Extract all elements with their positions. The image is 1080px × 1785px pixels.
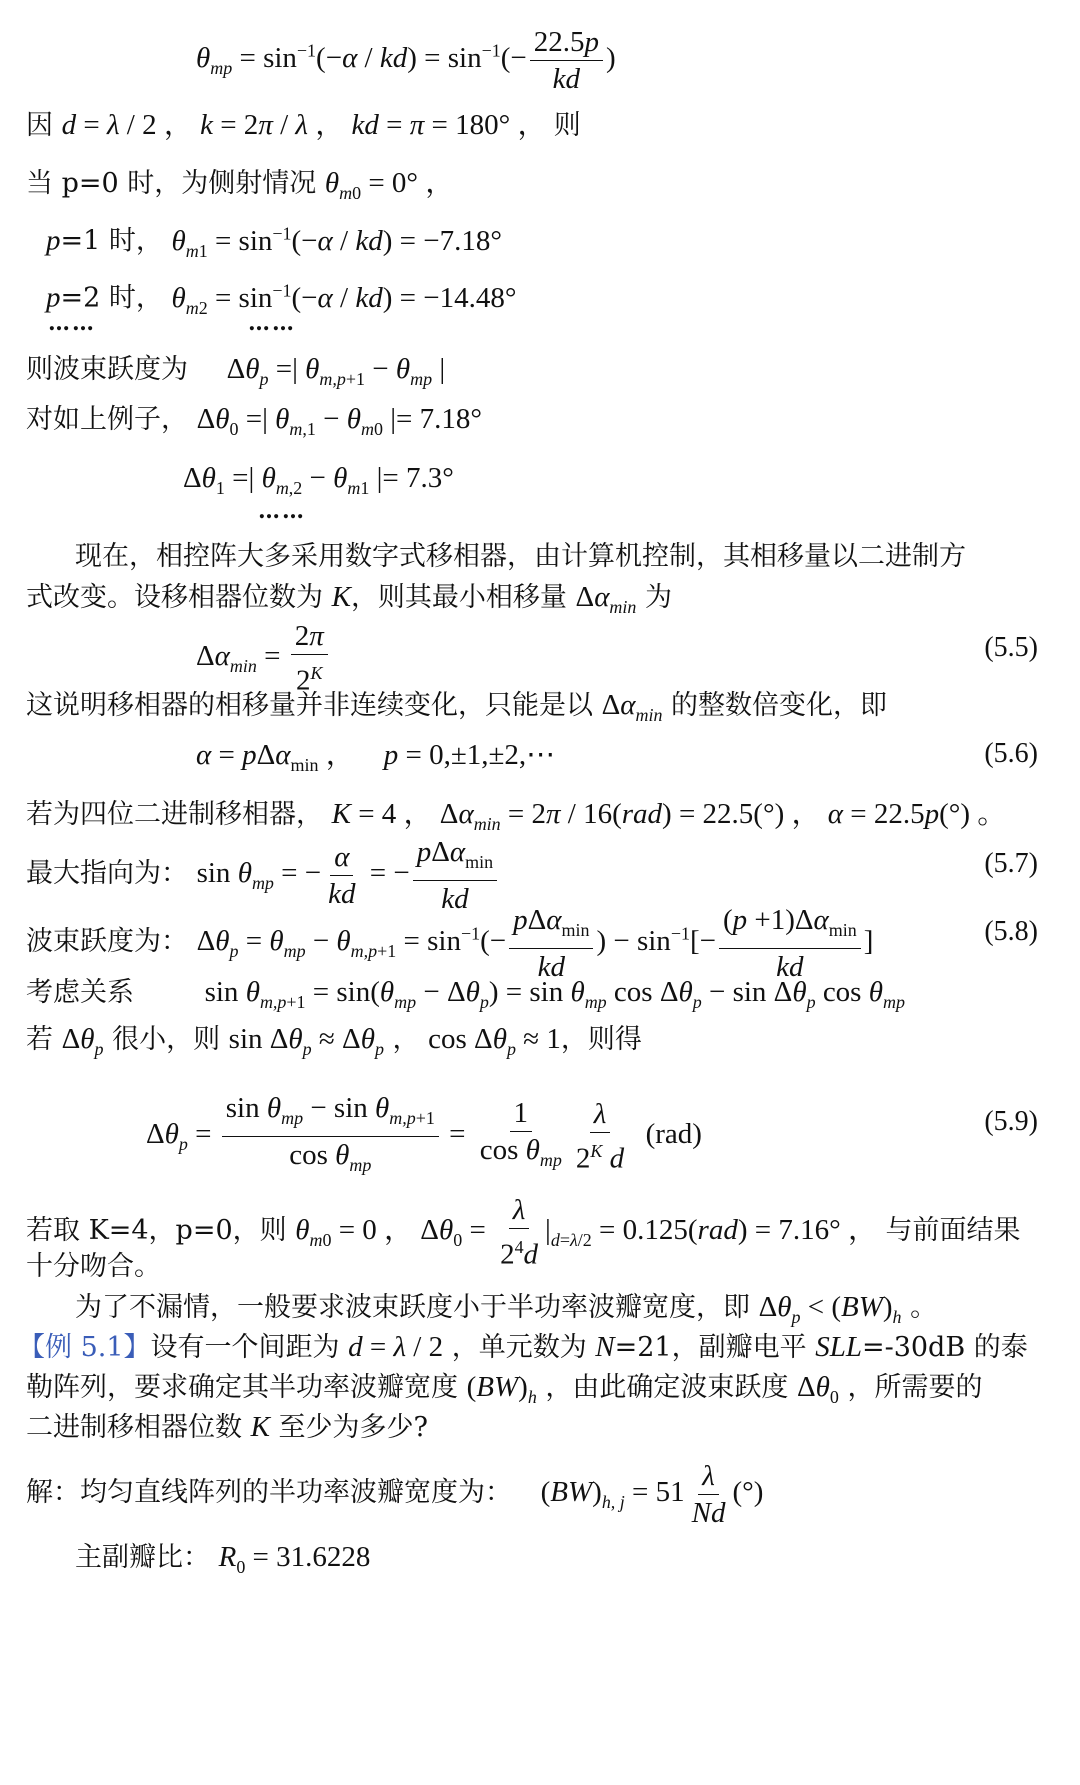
para-four-bit: 若为四位二进制移相器， K = 4 ， $\Delta\alpha_{min} = 2\pi / 16(rad) = 22.5(^\circ)$ ， α = 22.5p(°) 。 (26, 798, 1007, 834)
para-integer-multiple: 这说明移相器的相移量并非连续变化，只能是以 $\Delta\alpha_{min}$ 的整数倍变化，即 (26, 689, 888, 725)
eq-number-5-7: (5.7) (984, 848, 1038, 879)
ratio-line: 主副瓣比： $R_0 = 31.6228$ (75, 1541, 371, 1577)
example-5-1-line3: 二进制移相器位数 K 至少为多少? (26, 1411, 428, 1443)
equation-5-6: α = pΔα$_{min}$ ， p = 0,±1,±2,⋯ (196, 739, 556, 775)
line-agree: 十分吻合。 (26, 1251, 161, 1282)
line-example-1: $\Delta\theta_1$ =| $\theta_{m,2} - \theta_{m1}$ |= 7.3° (183, 462, 454, 498)
equation-5-8: 波束跃度为： $\Delta\theta_p = \theta_{mp} - \theta_{m,p+1} = \sin^{-1}(-$ $\frac{p\Delta\alpha_{min}}{kd}$ ) − $\sin^{-1}[-$ $\frac{(p +1)\Delta\alpha_{min}}{kd}$ ] (26, 904, 874, 983)
line-p1: p=1 时， $\theta_{m1} = \sin^{-1}(-\alpha / kd) = -7.18^\circ$ (46, 223, 502, 261)
line-small-angle: 若 $\Delta\theta_p$ 很小，则 $\sin \Delta\theta_p \approx \Delta\theta_p$ ， $\cos \Delta\theta_p \approx 1$，则得 (26, 1023, 642, 1059)
solution-line: 解：均匀直线阵列的半功率波瓣宽度为： $(BW)_{h, j} = 51$ $\frac{\lambda}{Nd}$ (°) (26, 1460, 764, 1529)
equation-theta-mp: $\theta_{mp} = \sin^{-1}(-\alpha / kd) = \sin^{-1}(-$ $\frac{22.5p}{kd}$ ) (196, 26, 616, 95)
eq-number-5-6: (5.6) (984, 738, 1038, 769)
example-5-1-line2: 勒阵列，要求确定其半功率波瓣宽度 $(BW)_h$ ，由此确定波束跃度 $\Delta\theta_0$ ，所需要的 (26, 1371, 983, 1407)
ellipsis-1: …… (48, 310, 96, 336)
ellipsis-2: …… (248, 310, 296, 336)
equation-5-9: $\Delta\theta_p$ = $\frac{\sin \theta_{mp} - \sin \theta_{m,p+1}}{\cos \theta_{mp}}$ = $\frac{1}{\cos \theta_{mp}}$ $\frac{\lambda}{2^K d}$ (rad) (146, 1092, 702, 1175)
eq-number-5-5: (5.5) (984, 632, 1038, 663)
line-example-0: 对如上例子， $\Delta\theta_0$ =| $\theta_{m,1} - \theta_{m0}$ |= 7.18° (26, 403, 482, 439)
line-check-k4: 若取 K=4，p=0，则 $\theta_{m0} = 0$ ， $\Delta\theta_0$ = $\frac{\lambda}{2^4d}$ $|_{d=\lambda/2} = 0.125(rad) = 7.16^\circ$ ， 与前面结果 (26, 1194, 1021, 1271)
para-phase-shifter-1: 现在，相控阵大多采用数字式移相器，由计算机控制，其相移量以二进制方 (75, 541, 966, 572)
eq-number-5-9: (5.9) (984, 1106, 1038, 1137)
line-given-d: 因 d = λ / 2 ， k = 2π / λ ， kd = π = 180° ， 则 (26, 109, 581, 141)
line-p2: p=2 时， $\theta_{m2} = \sin^{-1}(-\alpha / kd) = -14.48^\circ$ (46, 280, 517, 318)
equation-5-5: $\Delta\alpha_{min}$ = $\frac{2\pi}{2^K}$ (196, 620, 1040, 697)
line-p0: 当 p=0 时，为侧射情况 $\theta_{m0} = 0^\circ$ ， (26, 167, 455, 203)
example-label: 【例 5.1】 (18, 1332, 151, 1363)
equation-5-7: 最大指向为： $\sin \theta_{mp}$ = − $\frac{\alpha}{kd}$ = − $\frac{p\Delta\alpha_{min}}{kd}$ (26, 836, 1040, 915)
para-phase-shifter-2: 式改变。设移相器位数为 K，则其最小相移量 $\Delta\alpha_{min}$ 为 (26, 581, 672, 617)
line-relation: 考虑关系 $\sin \theta_{m,p+1} = \sin(\theta_{mp} - \Delta\theta_p) = \sin \theta_{mp}$ $\cos \Delta\theta_p - \sin \Delta\theta_p$ $\cos \theta_{mp}$ (26, 976, 905, 1012)
line-beam-jump: 则波束跃度为 $\Delta\theta_p$ =| $\theta_{m,p+1} - \theta_{mp}$ | (26, 353, 446, 389)
line-requirement: 为了不漏情，一般要求波束跃度小于半功率波瓣宽度，即 $\Delta\theta_p < (BW)_h$ 。 (75, 1291, 938, 1327)
ellipsis-3: …… (258, 498, 306, 524)
eq-number-5-8: (5.8) (984, 916, 1038, 947)
example-5-1-line1: 【例 5.1】设有一个间距为 d = λ / 2 ，单元数为 N=21，副瓣电平 SLL=-30dB 的泰 (18, 1331, 1028, 1363)
